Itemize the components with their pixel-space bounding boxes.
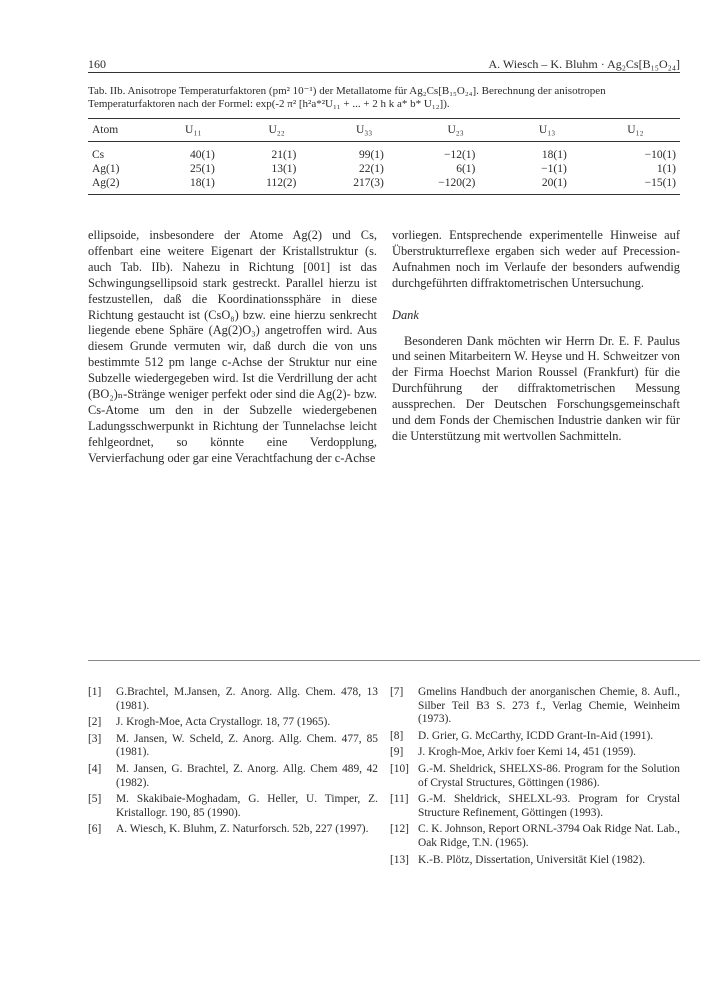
page-number: 160 [88, 57, 106, 71]
table-caption-line-1: Tab. IIb. Anisotrope Temperaturfaktoren (pm² 10⁻¹) der Metallatome für Ag₂Cs[B₁₅O₂₄]. Berechnung der anisotropen [88, 85, 606, 97]
reference-number: [2] [88, 716, 102, 729]
reference-number: [3] [88, 732, 102, 745]
reference-list-right [390, 686, 680, 870]
reference-item [88, 686, 378, 713]
body-paragraph: ellipsoide, insbesondere der Atome Ag(2) und Cs, offenbart eine weitere Eigenart der Kristallstruktur (s. auch Tab. IIb). Nahezu in Richtung [001] ist das Schwingungsellipsoid stark gestreckt. Parallel hierzu ist festzustellen, daß die Koordinationssphäre in diese Richtung gestaucht ist (CsO₈) bzw. eine hierzu senkrecht liegende ebene Sphäre (Ag(2)O₃) angetroffen wird. Aus diesem Grunde vermuten wir, daß durch die von uns bestimmte 512 pm lange c-Achse der Struktur nur eine Subzelle wiedergegeben wird. Ist die Verdrillung der acht (BO₂)ₙ-Stränge weniger perfekt oder sind die Ag(2)- bzw. Cs-Atome um den in der Subzelle wiedergebenen Ladungsschwerpunkt in Richtung der Tunnelachse leicht fehlgeordnet, so könnte eine Verdopplung, Vervierfachung oder gar eine Verachtfachung der c-Achse [88, 228, 377, 465]
reference-number: [1] [88, 686, 102, 698]
reference-number: [6] [88, 823, 102, 836]
col-header-u23: U₂₃ [408, 119, 504, 142]
reference-text: Gmelins Handbuch der anorganischen Chemie, 8. Aufl., Silber Teil B3 S. 273 f., Verlag Chemie, Weinheim (1973). [418, 686, 680, 726]
table-cell: 18(1) [153, 176, 232, 195]
table-cell: 21(1) [271, 149, 297, 161]
reference-text: C. K. Johnson, Report ORNL-3794 Oak Ridge Nat. Lab., Oak Ridge, T.N. (1965). [418, 823, 680, 849]
reference-number: [11] [390, 793, 409, 806]
reference-text: G.-M. Sheldrick, SHELXS-86. Program for the Solution of Crystal Structures, Göttingen (1986). [418, 762, 680, 789]
reference-text: G.Brachtel, M.Jansen, Z. Anorg. Allg. Chem. 478, 13 (1981). [116, 686, 378, 712]
reference-text: J. Krogh-Moe, Acta Crystallogr. 18, 77 (1965). [116, 716, 331, 729]
reference-number: [8] [390, 729, 404, 742]
reference-number: [12] [390, 823, 409, 836]
col-header-u12: U₁₂ [591, 119, 680, 142]
table-caption-line-2: Temperaturfaktoren nach der Formel: exp(-2 π² [h²a*²U₁₁ + ... + 2 h k a* b* U₁₂]). [88, 98, 450, 110]
temperature-factor-table [88, 118, 680, 195]
table-row [88, 176, 680, 195]
reference-text: M. Jansen, W. Scheld, Z. Anorg. Allg. Chem. 477, 85 (1981). [116, 732, 378, 759]
table-cell: 40(1) [189, 149, 215, 161]
reference-number: [10] [390, 762, 409, 775]
reference-item [88, 716, 378, 730]
reference-number: [13] [390, 853, 409, 866]
references-separator [88, 660, 700, 661]
reference-text: G.-M. Sheldrick, SHELXL-93. Program for Crystal Structure Refinement, Göttingen (1993). [418, 793, 680, 819]
col-header-u13: U₁₃ [503, 119, 590, 142]
col-header-u11: U₁₁ [153, 119, 232, 142]
reference-text: K.-B. Plötz, Dissertation, Universität Kiel (1982). [418, 853, 646, 866]
reference-text: M. Jansen, G. Brachtel, Z. Anorg. Allg. Chem 489, 42 (1982). [116, 762, 378, 789]
table-row [88, 162, 680, 176]
reference-item [88, 733, 378, 760]
section-heading-dank: Dank [392, 307, 419, 322]
reference-number: [9] [390, 746, 404, 759]
table-cell: −12(1) [443, 149, 476, 161]
table-cell: 217(3) [320, 176, 407, 195]
table-cell: 13(1) [271, 163, 297, 175]
reference-item [88, 763, 378, 790]
reference-item [88, 793, 378, 820]
table-cell: −10(1) [644, 149, 676, 161]
col-header-u22: U₂₂ [233, 119, 320, 142]
body-column-left [88, 228, 377, 467]
reference-text: A. Wiesch, K. Bluhm, Z. Naturforsch. 52b, 227 (1997). [116, 823, 369, 836]
table-cell: 18(1) [541, 149, 567, 161]
table-cell: 99(1) [358, 149, 384, 161]
reference-item [390, 854, 680, 868]
table-cell: 22(1) [358, 163, 384, 175]
reference-text: J. Krogh-Moe, Arkiv foer Kemi 14, 451 (1959). [418, 746, 636, 759]
reference-item [88, 823, 378, 837]
body-column-right [392, 228, 680, 445]
table-cell: 6(1) [456, 163, 476, 175]
reference-item [390, 763, 680, 790]
table-cell: 112(2) [233, 176, 320, 195]
table-cell: 1(1) [656, 163, 676, 175]
reference-text: D. Grier, G. McCarthy, ICDD Grant-In-Aid (1991). [418, 729, 654, 742]
reference-item [390, 746, 680, 760]
running-head: A. Wiesch – K. Bluhm · Ag₂Cs[B₁₅O₂₄] [488, 57, 680, 71]
reference-text: M. Skakibaie-Moghadam, G. Heller, U. Timper, Z. Kristallogr. 190, 85 (1990). [116, 793, 378, 819]
reference-list-left [88, 686, 378, 840]
body-paragraph: vorliegen. Entsprechende experimentelle Hinweise auf Überstrukturreflexe ergaben sich weder auf Precession-Aufnahmen noch im Verlaufe der besonders aufwendig durchgeführten diffraktometrischen Untersuchung. [392, 228, 680, 290]
table-cell: Ag(2) [88, 176, 153, 195]
col-header-u33: U₃₃ [320, 119, 407, 142]
table-cell: −1(1) [541, 163, 567, 175]
table-cell: Cs [92, 149, 105, 161]
col-header-atom: Atom [88, 119, 153, 142]
table-header-row [88, 119, 680, 142]
reference-number: [4] [88, 762, 102, 775]
table-caption [88, 85, 688, 111]
reference-number: [5] [88, 793, 102, 806]
table-cell: −120(2) [408, 176, 504, 195]
reference-number: [7] [390, 686, 404, 698]
table-cell: 20(1) [503, 176, 590, 195]
reference-item [390, 686, 680, 727]
reference-item [390, 730, 680, 744]
table-cell: −15(1) [591, 176, 680, 195]
reference-item [390, 793, 680, 820]
table-cell: 25(1) [189, 163, 215, 175]
header-rule [88, 72, 680, 73]
table-cell: Ag(1) [92, 163, 120, 175]
acknowledgment-paragraph: Besonderen Dank möchten wir Herrn Dr. E. F. Paulus und seinen Mitarbeitern W. Heyse und H. Schweitzer von der Firma Hoechst Marion Roussel (Frankfurt) für die Durchführung der diffraktometrischen Messung aussprechen. Der Deutschen Forschungsgemeinschaft und dem Fonds der Chemischen Industrie danken wir für die Unterstützung mit wertvollen Sachmitteln. [392, 333, 680, 443]
reference-item [390, 823, 680, 850]
table-row [88, 142, 680, 163]
